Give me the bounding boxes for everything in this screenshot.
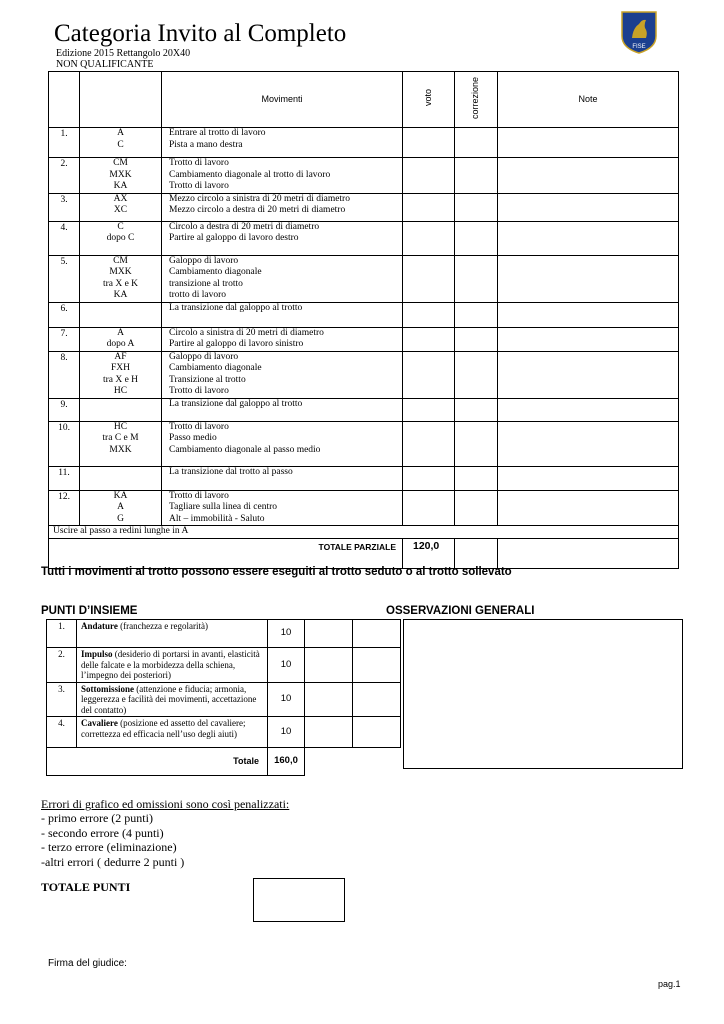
vote-cell[interactable] bbox=[403, 398, 455, 421]
general-point-row bbox=[47, 620, 401, 648]
header-correction: correzione bbox=[470, 76, 481, 119]
arena-letter: C bbox=[117, 221, 124, 232]
total-points-label: TOTALE PUNTI bbox=[41, 880, 131, 894]
header-notes: Note bbox=[498, 72, 679, 128]
general-point-detail: (franchezza e regolarità) bbox=[117, 621, 209, 631]
row-letters bbox=[80, 398, 162, 421]
row-letters bbox=[80, 221, 162, 255]
movement-text: Passo medio bbox=[169, 433, 217, 443]
error-line: - secondo errore (4 punti) bbox=[41, 825, 164, 840]
general-point-coefficient: 10 bbox=[268, 682, 305, 717]
general-point-coefficient: 10 bbox=[268, 717, 305, 748]
vote-cell[interactable] bbox=[403, 302, 455, 327]
row-letters bbox=[80, 158, 162, 194]
vote-cell[interactable] bbox=[403, 490, 455, 526]
arena-letter: CM bbox=[113, 255, 128, 266]
general-point-number: 3. bbox=[47, 682, 77, 717]
vote-cell[interactable] bbox=[403, 255, 455, 302]
errors-title: Errori di grafico ed omissioni sono così penalizzati: bbox=[41, 797, 290, 811]
general-point-detail: (desiderio di portarsi in avanti, elasticità delle falcate e la morbidezza della schiena, l’impegno dei posteriori) bbox=[81, 649, 260, 680]
vote-cell[interactable] bbox=[403, 193, 455, 221]
partial-notes-cell[interactable] bbox=[498, 538, 679, 568]
vote-cell[interactable] bbox=[403, 128, 455, 158]
movement-text: Cambiamento diagonale al passo medio bbox=[169, 444, 321, 455]
row-movements bbox=[162, 466, 403, 490]
error-line: - primo errore (2 punti) bbox=[41, 811, 153, 826]
correction-cell[interactable] bbox=[455, 466, 498, 490]
general-total-row bbox=[47, 748, 401, 776]
notes-cell[interactable] bbox=[498, 466, 679, 490]
arena-letter: XC bbox=[113, 205, 128, 215]
arena-letter: MXK bbox=[109, 444, 132, 455]
arena-letter: tra X e H bbox=[102, 374, 139, 385]
arena-letter: MXK bbox=[109, 267, 132, 277]
edition-label: Edizione 2015 Rettangolo 20X40 bbox=[56, 48, 191, 59]
table-row bbox=[49, 398, 679, 421]
vote-cell[interactable] bbox=[403, 158, 455, 194]
total-points-box[interactable] bbox=[253, 878, 345, 922]
arena-letter: MXK bbox=[109, 169, 132, 180]
row-number: 11. bbox=[49, 466, 80, 490]
row-number: 9. bbox=[49, 398, 80, 421]
trot-note: Tutti i movimenti al trotto possono essere eseguiti al trotto seduto o al trotto sollevato bbox=[41, 566, 512, 578]
notes-cell[interactable] bbox=[498, 302, 679, 327]
table-row bbox=[49, 490, 679, 526]
movement-text: Cambiamento diagonale bbox=[169, 363, 262, 373]
notes-cell[interactable] bbox=[498, 193, 679, 221]
general-point-detail: (attenzione e fiducia; armonia, leggerezza e facilità dei movimenti, accettazione del contatto) bbox=[81, 683, 257, 715]
correction-cell[interactable] bbox=[455, 351, 498, 398]
movement-text: Alt – immobilità - Saluto bbox=[169, 513, 265, 524]
general-point-vote-cell[interactable] bbox=[305, 682, 353, 717]
general-point-name: Andature bbox=[81, 621, 118, 631]
logo-text: FISE bbox=[632, 44, 646, 50]
movement-text: Circolo a sinistra di 20 metri di diametro bbox=[169, 327, 324, 338]
arena-letter: G bbox=[117, 513, 124, 524]
correction-cell[interactable] bbox=[455, 490, 498, 526]
movement-text: transizione al trotto bbox=[169, 278, 243, 289]
arena-letter: A bbox=[117, 327, 124, 338]
row-number: 8. bbox=[49, 351, 80, 398]
vote-cell[interactable] bbox=[403, 351, 455, 398]
arena-letter: KA bbox=[113, 181, 128, 191]
notes-cell[interactable] bbox=[498, 490, 679, 526]
correction-cell[interactable] bbox=[455, 193, 498, 221]
row-number: 1. bbox=[49, 128, 80, 158]
row-movements bbox=[162, 327, 403, 351]
movement-text: Entrare al trotto di lavoro bbox=[169, 128, 266, 138]
general-point-description bbox=[77, 717, 268, 748]
movement-text: Tagliare sulla linea di centro bbox=[169, 502, 278, 512]
arena-letter: tra X e K bbox=[102, 278, 139, 289]
general-point-coefficient: 10 bbox=[268, 648, 305, 683]
movement-text: Trotto di lavoro bbox=[169, 181, 229, 191]
general-point-number: 1. bbox=[47, 620, 77, 648]
movement-text: Cambiamento diagonale bbox=[169, 267, 262, 277]
general-point-coefficient: 10 bbox=[268, 620, 305, 648]
general-point-number: 4. bbox=[47, 717, 77, 748]
notes-cell[interactable] bbox=[498, 351, 679, 398]
general-point-row bbox=[47, 717, 401, 748]
movement-text: Trotto di lavoro bbox=[169, 386, 229, 396]
correction-cell[interactable] bbox=[455, 158, 498, 194]
correction-cell[interactable] bbox=[455, 421, 498, 466]
table-row bbox=[49, 193, 679, 221]
general-point-correction-cell[interactable] bbox=[353, 648, 401, 683]
partial-total-value: 120,0 bbox=[403, 538, 455, 568]
row-letters bbox=[80, 421, 162, 466]
row-movements bbox=[162, 490, 403, 526]
observations-box[interactable] bbox=[403, 619, 683, 769]
notes-cell[interactable] bbox=[498, 398, 679, 421]
movement-text: Pista a mano destra bbox=[169, 139, 243, 150]
row-movements bbox=[162, 193, 403, 221]
row-letters bbox=[80, 327, 162, 351]
row-number: 4. bbox=[49, 221, 80, 255]
observations-title: OSSERVAZIONI GENERALI bbox=[386, 605, 535, 617]
movement-text: trotto di lavoro bbox=[169, 290, 226, 300]
row-number: 5. bbox=[49, 255, 80, 302]
general-point-vote-cell[interactable] bbox=[305, 620, 353, 648]
arena-letter: A bbox=[117, 128, 124, 138]
general-points-table bbox=[46, 619, 401, 776]
general-point-detail: (posizione ed assetto del cavaliere; correttezza ed efficacia nell’uso degli aiuti) bbox=[81, 718, 246, 739]
judge-signature-label: Firma del giudice: bbox=[48, 958, 127, 969]
partial-total-row bbox=[49, 538, 679, 568]
movement-text: La transizione dal trotto al passo bbox=[169, 466, 293, 477]
row-letters bbox=[80, 255, 162, 302]
table-row bbox=[49, 255, 679, 302]
table-header-row bbox=[49, 72, 679, 128]
header-vote: voto bbox=[422, 89, 433, 107]
arena-letter: dopo A bbox=[106, 339, 135, 349]
notes-cell[interactable] bbox=[498, 221, 679, 255]
arena-letter: HC bbox=[113, 386, 128, 396]
partial-total-label: TOTALE PARZIALE bbox=[49, 538, 403, 568]
movement-text: Cambiamento diagonale al trotto di lavoro bbox=[169, 169, 331, 180]
row-number: 10. bbox=[49, 421, 80, 466]
table-row bbox=[49, 466, 679, 490]
vote-cell[interactable] bbox=[403, 327, 455, 351]
table-row bbox=[49, 158, 679, 194]
row-movements bbox=[162, 302, 403, 327]
row-letters bbox=[80, 351, 162, 398]
errors-section bbox=[41, 797, 289, 869]
movement-text: Partire al galoppo di lavoro sinistro bbox=[169, 339, 304, 349]
notes-cell[interactable] bbox=[498, 255, 679, 302]
error-line: - terzo errore (eliminazione) bbox=[41, 840, 177, 855]
qualification-label: NON QUALIFICANTE bbox=[56, 59, 154, 70]
page-title: Categoria Invito al Completo bbox=[54, 20, 347, 47]
row-movements bbox=[162, 128, 403, 158]
movement-text: La transizione dal galoppo al trotto bbox=[169, 302, 303, 313]
table-row bbox=[49, 327, 679, 351]
arena-letter: A bbox=[117, 502, 124, 512]
table-row bbox=[49, 302, 679, 327]
general-points-title: PUNTI D’INSIEME bbox=[41, 605, 138, 617]
table-row bbox=[49, 351, 679, 398]
general-point-correction-cell[interactable] bbox=[353, 682, 401, 717]
arena-letter: dopo C bbox=[106, 233, 135, 243]
general-point-correction-cell[interactable] bbox=[353, 717, 401, 748]
movement-text: Galoppo di lavoro bbox=[169, 255, 239, 266]
general-point-vote-cell[interactable] bbox=[305, 648, 353, 683]
correction-cell[interactable] bbox=[455, 221, 498, 255]
table-row bbox=[49, 421, 679, 466]
arena-letter: tra C e M bbox=[102, 433, 139, 443]
general-point-name: Cavaliere bbox=[81, 718, 118, 728]
arena-letter: C bbox=[117, 139, 124, 150]
general-point-description bbox=[77, 648, 268, 683]
general-total-value: 160,0 bbox=[268, 748, 305, 776]
row-number: 6. bbox=[49, 302, 80, 327]
row-number: 12. bbox=[49, 490, 80, 526]
movement-text: Partire al galoppo di lavoro destro bbox=[169, 233, 299, 243]
notes-cell[interactable] bbox=[498, 128, 679, 158]
page-number: pag.1 bbox=[658, 979, 681, 989]
notes-cell[interactable] bbox=[498, 158, 679, 194]
movement-text: La transizione dal galoppo al trotto bbox=[169, 398, 303, 409]
row-movements bbox=[162, 158, 403, 194]
correction-cell[interactable] bbox=[455, 398, 498, 421]
row-movements bbox=[162, 221, 403, 255]
row-number: 7. bbox=[49, 327, 80, 351]
correction-cell[interactable] bbox=[455, 255, 498, 302]
vote-cell[interactable] bbox=[403, 421, 455, 466]
vote-cell[interactable] bbox=[403, 221, 455, 255]
correction-cell[interactable] bbox=[455, 327, 498, 351]
row-letters bbox=[80, 490, 162, 526]
general-point-correction-cell[interactable] bbox=[353, 620, 401, 648]
row-movements bbox=[162, 255, 403, 302]
general-point-description bbox=[77, 682, 268, 717]
general-point-row bbox=[47, 648, 401, 683]
row-letters bbox=[80, 302, 162, 327]
partial-correction-cell[interactable] bbox=[455, 538, 498, 568]
vote-cell[interactable] bbox=[403, 466, 455, 490]
arena-letter: KA bbox=[113, 290, 128, 300]
general-point-name: Impulso bbox=[81, 649, 113, 659]
movements-table bbox=[48, 71, 679, 569]
notes-cell[interactable] bbox=[498, 327, 679, 351]
row-movements bbox=[162, 421, 403, 466]
arena-letter: HC bbox=[113, 421, 128, 432]
table-row bbox=[49, 221, 679, 255]
general-point-description bbox=[77, 620, 268, 648]
table-row bbox=[49, 128, 679, 158]
exit-row bbox=[49, 526, 679, 539]
movement-text: Transizione al trotto bbox=[169, 374, 246, 385]
row-movements bbox=[162, 398, 403, 421]
movement-text: Trotto di lavoro bbox=[169, 421, 229, 432]
row-number: 2. bbox=[49, 158, 80, 194]
arena-letter: CM bbox=[113, 158, 128, 168]
header-movements: Movimenti bbox=[162, 72, 403, 128]
fise-logo-icon bbox=[620, 10, 658, 54]
arena-letter: KA bbox=[113, 490, 128, 501]
movement-text: Trotto di lavoro bbox=[169, 158, 229, 168]
movement-text: Mezzo circolo a destra di 20 metri di diametro bbox=[169, 205, 346, 215]
movement-text: Trotto di lavoro bbox=[169, 490, 229, 501]
arena-letter: AF bbox=[114, 351, 127, 362]
row-number: 3. bbox=[49, 193, 80, 221]
notes-cell[interactable] bbox=[498, 421, 679, 466]
movement-text: Circolo a destra di 20 metri di diametro bbox=[169, 221, 320, 232]
general-total-label: Totale bbox=[47, 748, 268, 776]
row-letters bbox=[80, 193, 162, 221]
row-movements bbox=[162, 351, 403, 398]
general-point-name: Sottomissione bbox=[81, 683, 135, 694]
error-line: -altri errori ( dedurre 2 punti ) bbox=[41, 854, 185, 869]
general-point-number: 2. bbox=[47, 648, 77, 683]
correction-cell[interactable] bbox=[455, 302, 498, 327]
correction-cell[interactable] bbox=[455, 128, 498, 158]
general-point-row bbox=[47, 682, 401, 717]
row-letters bbox=[80, 466, 162, 490]
movement-text: Mezzo circolo a sinistra di 20 metri di diametro bbox=[169, 193, 350, 204]
movement-text: Galoppo di lavoro bbox=[169, 351, 239, 362]
general-point-vote-cell[interactable] bbox=[305, 717, 353, 748]
row-letters bbox=[80, 128, 162, 158]
exit-text: Uscire al passo a redini lunghe in A bbox=[49, 526, 679, 539]
arena-letter: FXH bbox=[110, 363, 130, 373]
arena-letter: AX bbox=[113, 193, 128, 204]
